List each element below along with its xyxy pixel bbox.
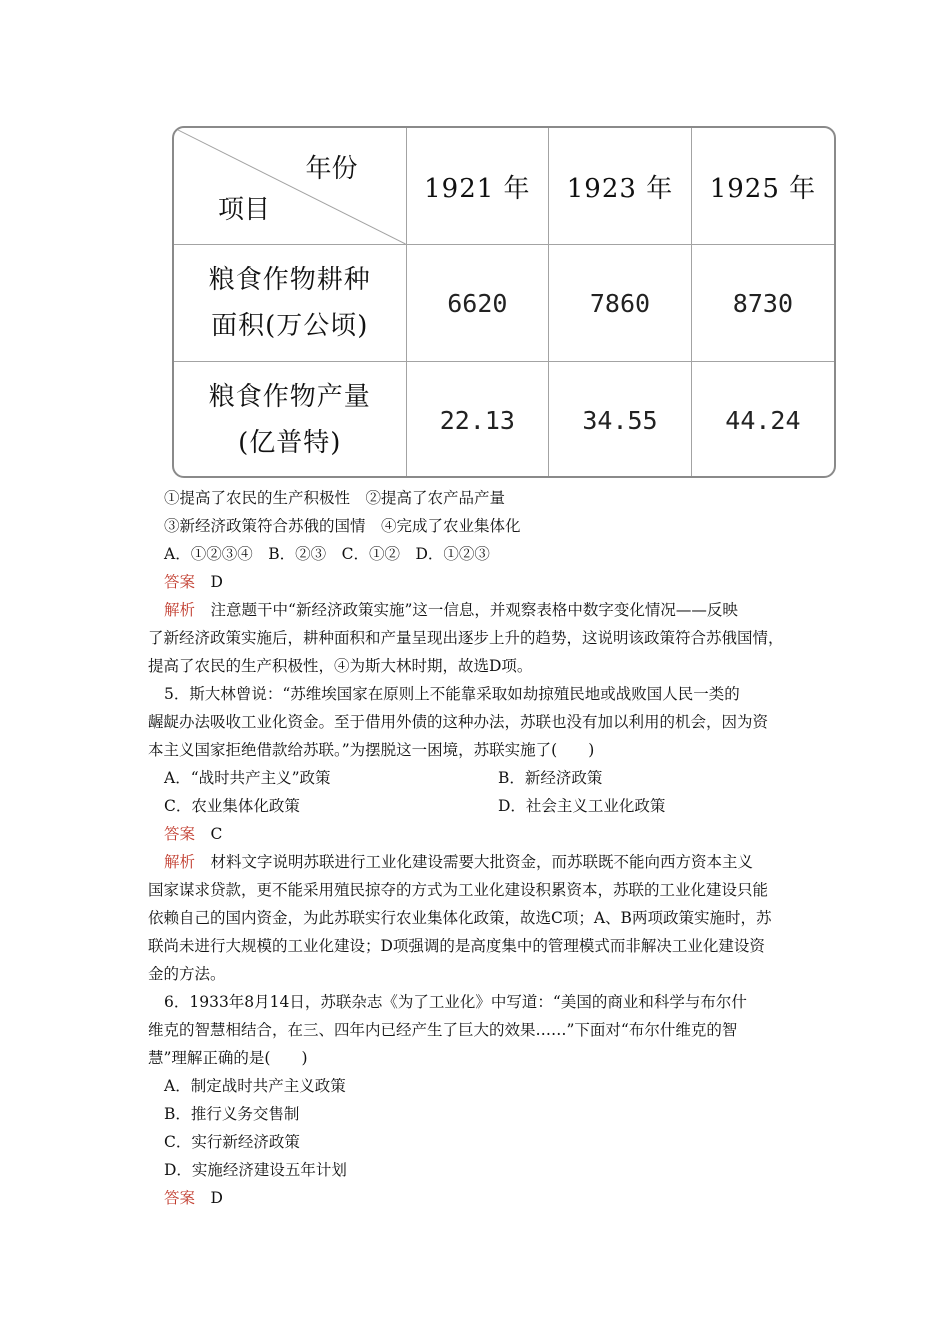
answer-value: D	[210, 1189, 223, 1207]
analysis-label: 解析	[164, 853, 196, 871]
q4-analysis: 解析 注意题干中“新经济政策实施”这一信息，并观察表格中数字变化情况——反映	[164, 601, 738, 619]
q4-choices: A．①②③④ B．②③ C．①② D．①②③	[164, 545, 490, 563]
data-table	[174, 128, 834, 478]
row-label-output: 粮食作物产量 (亿普特)	[174, 362, 406, 479]
answer-label: 答案	[164, 825, 196, 843]
table-row	[174, 245, 834, 362]
q5-answer	[164, 820, 824, 848]
q4-option-line: ③新经济政策符合苏俄的国情 ④完成了农业集体化	[164, 517, 521, 535]
q5-analysis: 解析 材料文字说明苏联进行工业化建设需要大批资金，而苏联既不能向西方资本主义	[164, 853, 754, 871]
area-1925: 8730	[691, 245, 834, 362]
q6-option-b: B．推行义务交售制	[164, 1105, 300, 1123]
q6-answer	[164, 1184, 824, 1212]
output-1923: 34.55	[549, 362, 692, 479]
row-label-area: 粮食作物耕种 面积(万公顷)	[174, 245, 406, 362]
answer-label: 答案	[164, 1189, 196, 1207]
answer-value: D	[210, 573, 223, 591]
answer-label: 答案	[164, 573, 196, 591]
area-1921: 6620	[406, 245, 549, 362]
year-1921: 1921 年	[406, 128, 549, 245]
q6-option-a: A．制定战时共产主义政策	[164, 1077, 346, 1095]
analysis-label: 解析	[164, 601, 196, 619]
area-1923: 7860	[549, 245, 692, 362]
output-1925: 44.24	[691, 362, 834, 479]
table-row	[174, 362, 834, 479]
year-1923: 1923 年	[549, 128, 692, 245]
q5-options-ab: A．“战时共产主义”政策 B．新经济政策	[164, 769, 603, 787]
document-body: ①提高了农民的生产积极性 ②提高了农产品产量 ③新经济政策符合苏俄的国情 ④完成了农业集体化 A．①②③④ B．②③ C．①② D．①②③ 答案 D 解析 注意题干中“新经济政策实施”这一信息，并观察表格中数字变化情况——反映 了新经济政策实施后，耕种面积和产量呈现出逐步上升的趋势，这说明该政策符合苏俄国情， 提高了农民的生产积极性，④为斯大林时期，故选D项。 5．斯大林曾说：“苏维埃国家在原则上不能靠采取如劫掠殖民地或战败国人民一类的 龌龊办法吸收工业化资金。至于借用外债的这种办法，苏联也没有加以利用的机会，因为资 本主义国家拒绝借款给苏联。”为摆脱这一困境，苏联实施了( ) A．“战时共产主义”政策 B．新经济政策 C．农业集体化政策 D．社会主义工业化政策 答案 C 解析 材料文字说明苏联进行工业化建设需要大批资金，而苏联既不能向西方资本主义 国家谋求贷款，更不能采用殖民掠夺的方式为工业化建设积累资本，苏联的工业化建设只能 依赖自己的国内资金，为此苏联实行农业集体化政策，故选C项；A、B两项政策实施时，苏 联尚未进行大规模的工业化建设；D项强调的是高度集中的管理模式而非解决工业化建设资 金的方法。 6．1933年8月14日，苏联杂志《为了工业化》中写道：“美国的商业和科学与布尔什 维克的智慧相结合，在三、四年内已经产生了巨大的效果……”下面对“布尔什维克的智 慧”理解正确的是( ) A．制定战时共产主义政策 B．推行义务交售制 C．实行新经济政策 D．实施经济建设五年计划 答案 D	[164, 484, 824, 1212]
q4-option-line: ①提高了农民的生产积极性 ②提高了农产品产量	[164, 489, 506, 507]
diagonal-line	[174, 128, 406, 244]
q6-stem: 6．1933年8月14日，苏联杂志《为了工业化》中写道：“美国的商业和科学与布尔什	[164, 993, 747, 1011]
q5-stem: 5．斯大林曾说：“苏维埃国家在原则上不能靠采取如劫掠殖民地或战败国人民一类的	[164, 685, 740, 703]
q5-options-cd: C．农业集体化政策 D．社会主义工业化政策	[164, 797, 666, 815]
q6-option-d: D．实施经济建设五年计划	[164, 1161, 347, 1179]
header-year-label: 年份	[305, 154, 358, 184]
data-table-frame	[172, 126, 836, 478]
output-1921: 22.13	[406, 362, 549, 479]
header-item-label: 项目	[218, 195, 271, 225]
answer-value: C	[210, 825, 223, 843]
table-header-corner	[174, 128, 406, 245]
year-1925: 1925 年	[691, 128, 834, 245]
q4-answer	[164, 568, 824, 596]
q6-option-c: C．实行新经济政策	[164, 1133, 300, 1151]
